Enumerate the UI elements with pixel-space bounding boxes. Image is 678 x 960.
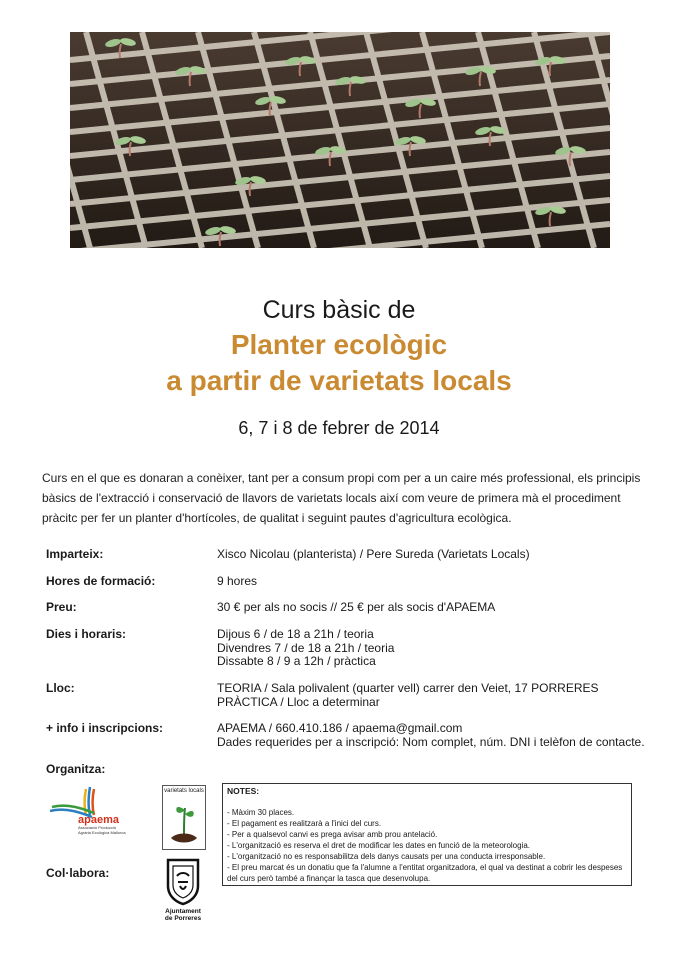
note-item: - Màxim 30 places.	[227, 808, 295, 817]
detail-label: Preu:	[46, 600, 77, 614]
note-item: - L'organització no es responsabilitza dels danys causats per una conducta irresponsable.	[227, 852, 546, 861]
varietats-locals-logo	[162, 785, 206, 850]
apaema-sub1: Associació Producció	[78, 825, 117, 830]
apaema-sub2: Agrària Ecològica Mallorca	[78, 830, 126, 835]
detail-value: Divendres 7 / de 18 a 21h / teoria	[217, 640, 395, 655]
title-line-3: a partir de varietats locals	[166, 365, 512, 396]
ajuntament-line1: Ajuntament	[165, 908, 201, 915]
detail-value: 30 € per als no socis // 25 € per als socis d'APAEMA	[217, 600, 496, 614]
title-line-1: Curs bàsic de	[262, 296, 416, 324]
ajuntament-line2: de Porreres	[164, 915, 202, 922]
detail-value: Dades requerides per a inscripció: Nom complet, núm. DNI i telèfon de contacte.	[217, 734, 645, 749]
detail-label: Dies i horaris:	[46, 627, 127, 641]
varietats-locals-caption: varietats locals	[164, 788, 204, 794]
note-item: - El pagament es realitzarà a l'inici del curs.	[227, 819, 382, 828]
detail-label: Imparteix:	[46, 547, 104, 561]
header-photo-seedlings	[70, 32, 610, 248]
detail-value: Dissabte 8 / 9 a 12h / pràctica	[217, 654, 376, 668]
seedling-tray-illustration	[70, 32, 610, 248]
note-item: - El preu marcat és un donatiu que fa l'alumne a l'entitat organitzadora, el qual va destinat a cobrir les despeses del curs però també a finançar la tasca que desenvolupa.	[227, 863, 623, 883]
coat-of-arms-icon	[162, 858, 204, 922]
ajuntament-porreres-logo	[162, 858, 204, 922]
detail-label: Lloc:	[46, 681, 75, 695]
title-line-2: Planter ecològic	[230, 329, 448, 360]
organitza-label: Organitza:	[46, 762, 106, 776]
detail-value: 9 hores	[217, 574, 258, 588]
notes-box	[222, 783, 632, 886]
detail-value: TEORIA / Sala polivalent (quarter vell) carrer den Veiet, 17 PORRERES	[217, 681, 599, 695]
detail-value: Xisco Nicolau (planterista) / Pere Sureda (Varietats Locals)	[217, 547, 530, 561]
notes-title: NOTES:	[227, 786, 260, 796]
note-item: - L'organització es reserva el dret de modificar les dates en funció de la meteorologia.	[227, 841, 531, 850]
apaema-logo-mark	[48, 785, 143, 835]
course-dates: 6, 7 i 8 de febrer de 2014	[238, 418, 440, 438]
apaema-logo	[48, 785, 143, 835]
collabora-label: Col·labora:	[46, 866, 110, 880]
detail-value: Dijous 6 / de 18 a 21h / teoria	[217, 627, 374, 641]
detail-value: PRÀCTICA / Lloc a determinar	[217, 694, 380, 709]
intro-paragraph: Curs en el que es donaran a conèixer, tant per a consum propi com per a un caire més professional, els principis bàsics de l'extracció i conservació de llavors de varietats locals així com veure de primera mà el procediment pràcitc per fer un planter d'hortícoles, de qualitat i seguint pautes d'agricultura ecològica.	[42, 471, 641, 525]
detail-value-email-phone[interactable]: APAEMA / 660.410.186 / apaema@gmail.com	[217, 721, 463, 735]
apaema-name: apaema	[78, 814, 119, 826]
detail-label: + info i inscripcions:	[46, 721, 164, 735]
note-item: - Per a qualsevol canvi es prega avisar amb prou antelació.	[227, 830, 438, 839]
detail-label: Hores de formació:	[46, 574, 156, 588]
sprout-icon	[163, 794, 205, 849]
